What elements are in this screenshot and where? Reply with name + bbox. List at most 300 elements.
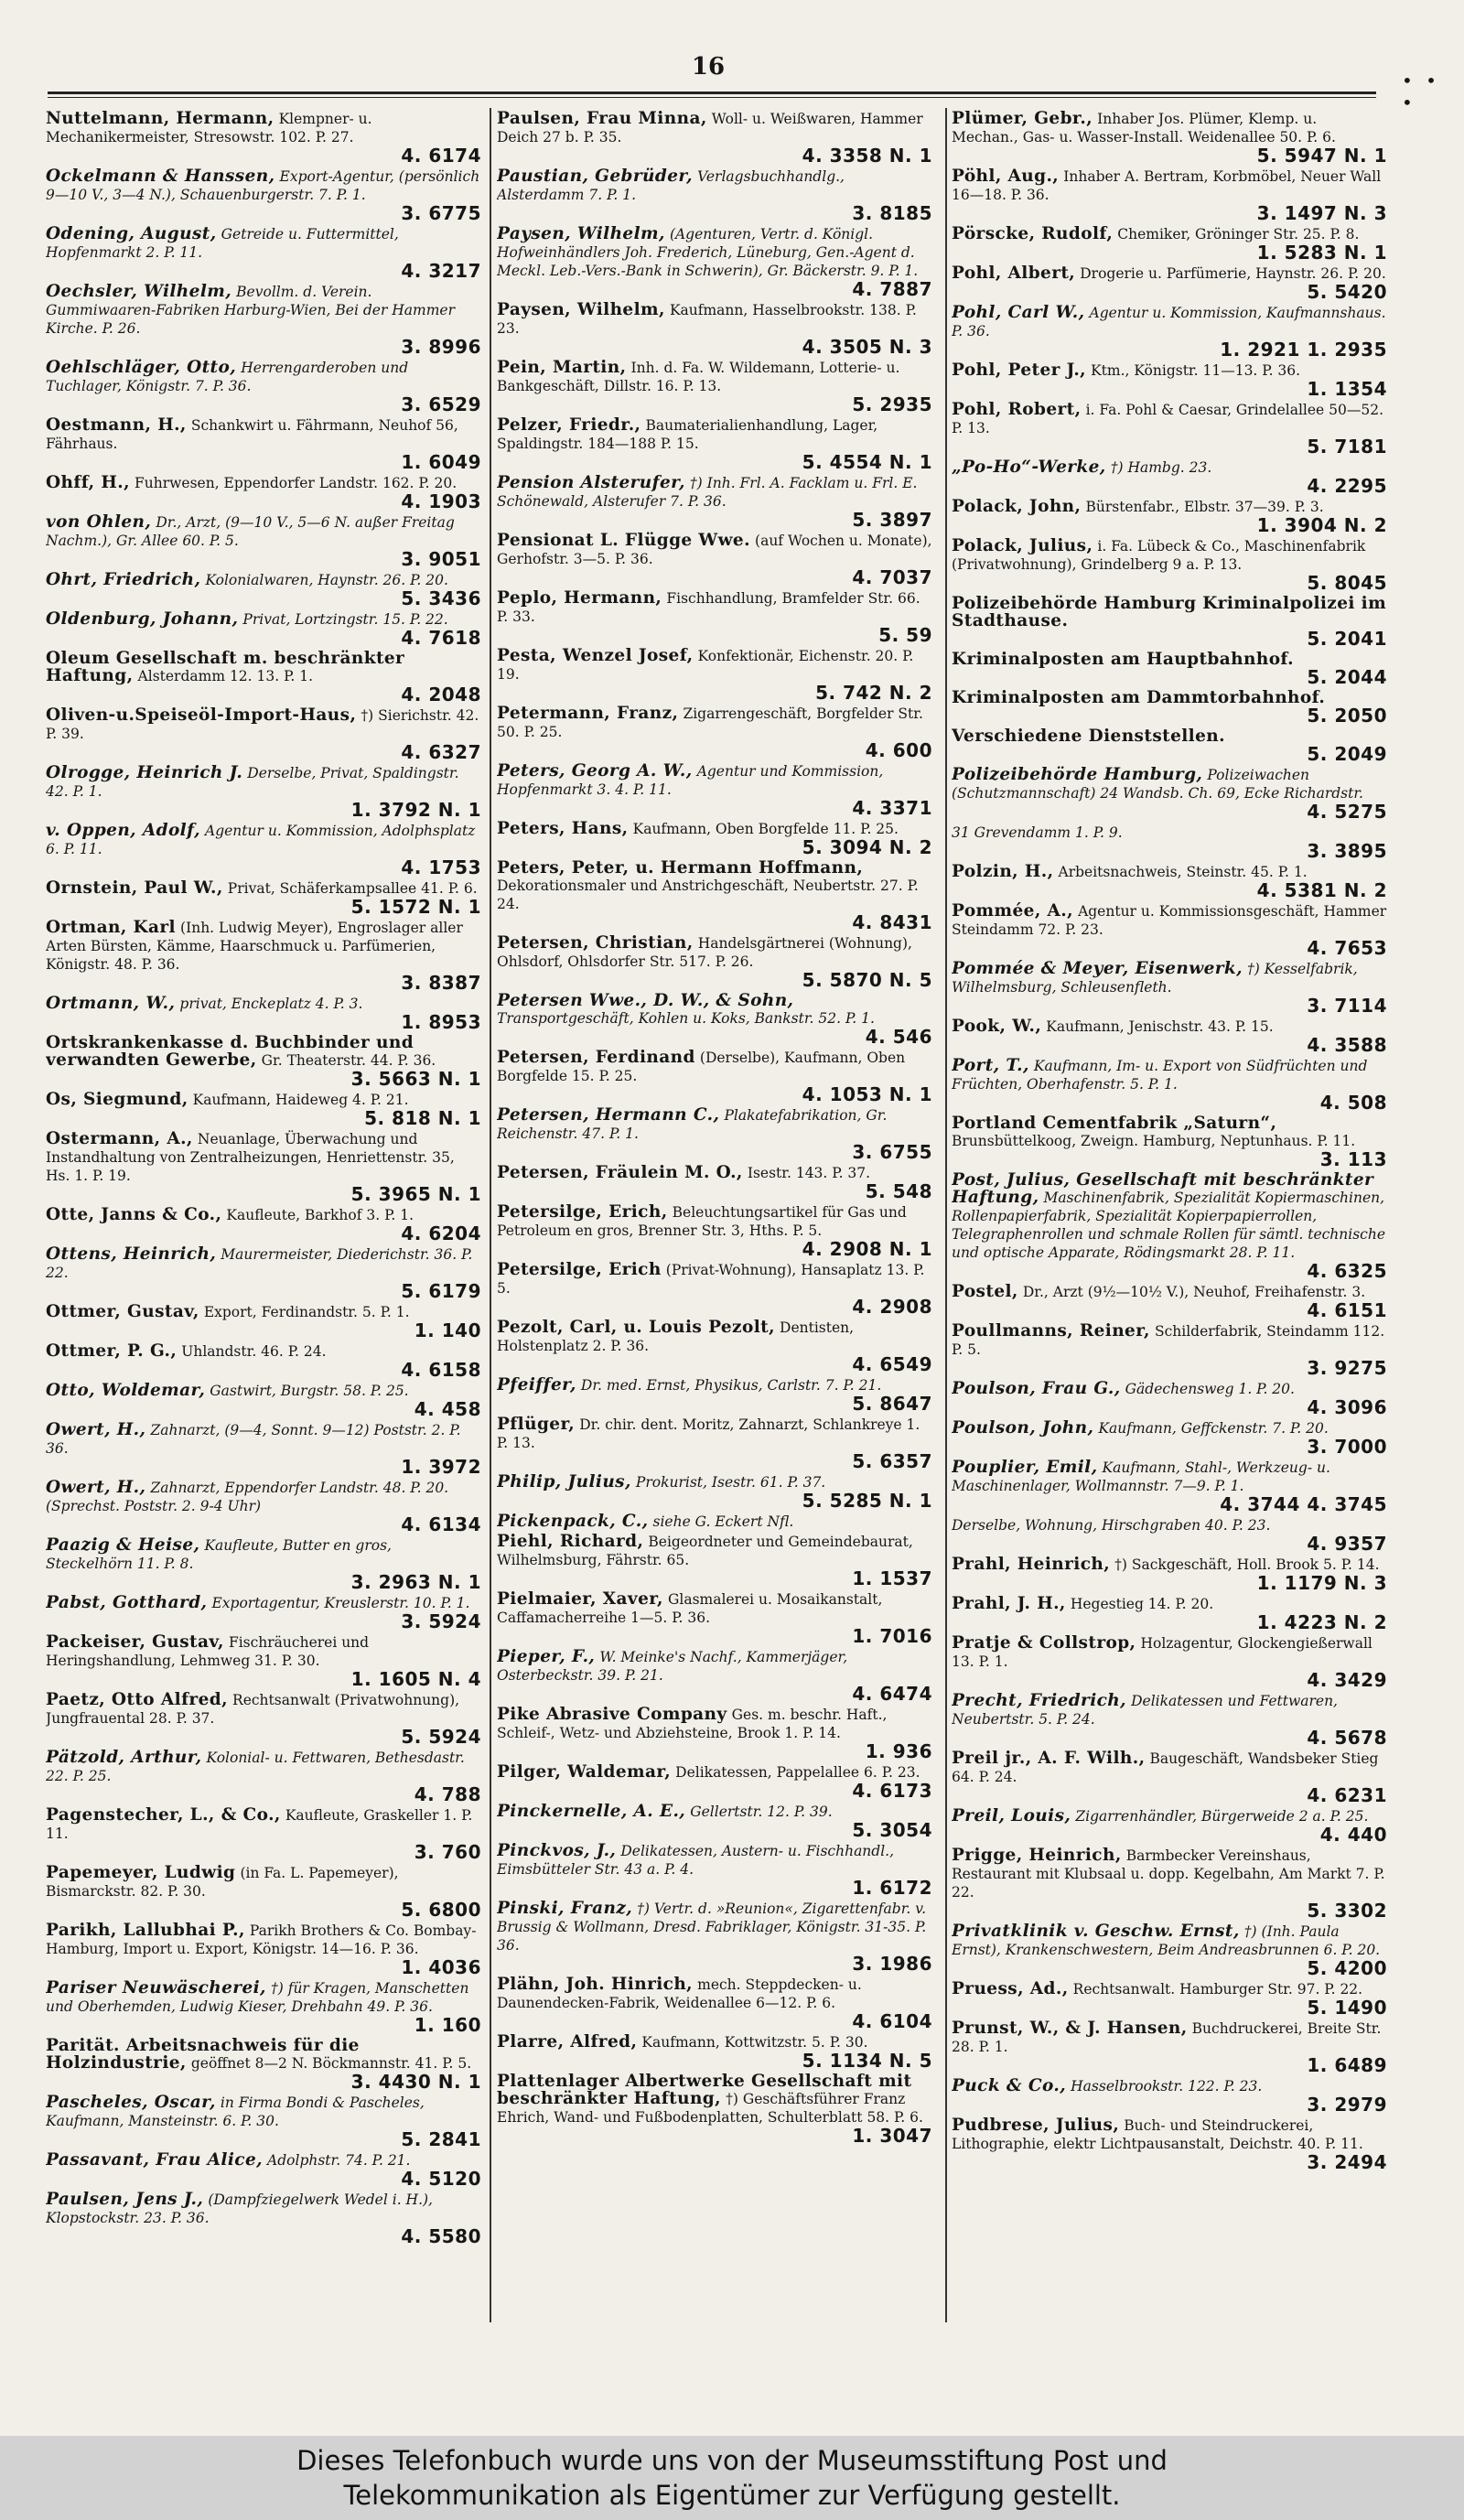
entry-detail: †) Sackgeschäft, Holl. Brook 5. P. 14.	[1114, 1556, 1380, 1573]
entry-phone-number: 1. 4036	[401, 1956, 481, 1978]
entry-name: Verschiedene Dienststellen.	[952, 727, 1225, 746]
entry-name: Petersen, Christian,	[497, 933, 694, 953]
entry-name: Paustian, Gebrüder,	[497, 167, 694, 186]
entry-phone-number: 4. 6151	[1307, 1299, 1387, 1321]
entry-phone-number: 4. 546	[865, 1026, 932, 1048]
entry-detail: Kaufmann, Oben Borgfelde 11. P. 25.	[632, 821, 899, 837]
entry-detail: Neuanlage, Überwachung und Instandhaltung von Zentralheizungen, Henriettenstr. 35, Hs. 1. P. 19.	[46, 1131, 455, 1184]
entry-phone-number: 4. 5275	[1307, 801, 1387, 823]
entry-name: Pickenpack, C.,	[497, 1512, 649, 1531]
directory-entry	[952, 1922, 1387, 1980]
entry-phone-number: 5. 3094 N. 2	[802, 836, 932, 858]
entry-name: von Ohlen,	[46, 512, 152, 532]
entry-detail: Baugeschäft, Wandsbeker Stieg 64. P. 24.	[952, 1750, 1379, 1785]
entry-name: Plümer, Gebr.,	[952, 110, 1093, 128]
entry-name: Pinski, Franz,	[497, 1899, 633, 1918]
directory-entry	[952, 1634, 1387, 1692]
directory-entry	[952, 727, 1387, 766]
entry-phone-number: 5. 1490	[1307, 1997, 1387, 2019]
entry-name: Postel,	[952, 1282, 1018, 1301]
entry-name: Prahl, J. H.,	[952, 1594, 1066, 1613]
entry-phone-number: 1. 6489	[1307, 2054, 1387, 2076]
entry-phone-number: 4. 6104	[852, 2010, 932, 2032]
entry-name: Nuttelmann, Hermann,	[46, 110, 274, 128]
entry-name: Passavant, Frau Alice,	[46, 2150, 263, 2170]
directory-entry	[497, 859, 932, 934]
entry-detail: i. Fa. Lübeck & Co., Maschinenfabrik (Privatwohnung), Grindelberg 9 a. P. 13.	[952, 538, 1366, 573]
entry-phone-number: 4. 600	[865, 739, 932, 761]
entry-name: Oliven-u.Speiseöl-Import-Haus,	[46, 705, 357, 725]
directory-entry	[46, 1130, 481, 1206]
entry-phone-number: 3. 2979	[1307, 2094, 1387, 2116]
entry-detail: Kaufmann, Jenischstr. 43. P. 15.	[1046, 1018, 1274, 1035]
entry-phone-number: 3. 2963 N. 1	[350, 1571, 481, 1593]
directory-entry	[952, 902, 1387, 960]
entry-detail: Derselbe, Privat, Spaldingstr. 42. P. 1.	[46, 765, 459, 800]
directory-entry	[46, 513, 481, 571]
entry-name: Pohl, Robert,	[952, 400, 1082, 419]
entry-detail: (Agenturen, Vertr. d. Königl. Hofweinhändlers Joh. Frederich, Lüneburg, Gen.-Agent d. Meckl. Leb.-Vers.-Bank in Schwerin), Gr. Bäckerstr. 9. P. 1.	[497, 226, 919, 279]
column-divider	[490, 108, 491, 2322]
entry-phone-number: 4. 3371	[852, 797, 932, 819]
directory-entry	[46, 1806, 481, 1864]
entry-phone-number: 5. 2044	[1307, 666, 1387, 688]
directory-column-1	[46, 110, 481, 2324]
entry-phone-number: 1. 140	[414, 1319, 481, 1341]
entry-detail: Kolonial- u. Fettwaren, Bethesdastr. 22. P. 25.	[46, 1750, 465, 1784]
entry-detail: Export, Ferdinandstr. 5. P. 1.	[203, 1304, 410, 1320]
entry-phone-number: 4. 3358 N. 1	[802, 145, 932, 167]
entry-phone-number: 4. 440	[1319, 1824, 1387, 1846]
entry-name: Pielmaier, Xaver,	[497, 1589, 663, 1609]
directory-entry	[46, 1922, 481, 1979]
entry-detail: Kaufmann, Kottwitzstr. 5. P. 30.	[641, 2034, 868, 2051]
entry-name: Pohl, Peter J.,	[952, 361, 1086, 380]
entry-name: Polzin, H.,	[952, 862, 1054, 881]
directory-entry	[497, 705, 932, 762]
entry-phone-number: 4. 6173	[852, 1780, 932, 1802]
entry-name: Pouplier, Emil,	[952, 1458, 1098, 1477]
entry-name: Packeiser, Gustav,	[46, 1632, 224, 1652]
directory-entry	[497, 2033, 932, 2073]
entry-detail: Inh. d. Fa. W. Wildemann, Lotterie- u. Bankgeschäft, Dillstr. 16. P. 13.	[497, 360, 900, 394]
directory-entry	[46, 1206, 481, 1245]
entry-phone-number: 5. 818 N. 1	[364, 1107, 481, 1129]
entry-detail: Glasmalerei u. Mosaikanstalt, Caffamacherreihe 1—5. P. 36.	[497, 1591, 883, 1626]
directory-entry	[497, 820, 932, 859]
entry-detail: Schankwirt u. Fährmann, Neuhof 56, Fährhaus.	[46, 417, 458, 452]
entry-name: Paazig & Heise,	[46, 1535, 200, 1555]
directory-entry	[952, 651, 1387, 689]
entry-detail: geöffnet 8—2 N. Böckmannstr. 41. P. 5.	[190, 2055, 472, 2072]
directory-entry	[952, 1807, 1387, 1847]
directory-entry	[46, 1536, 481, 1594]
entry-name: Ortskrankenkasse d. Buchbinder und verwandten Gewerbe,	[46, 1033, 414, 1070]
entry-detail: Dr., Arzt (9½—10½ V.), Neuhof, Freihafenstr. 3.	[1022, 1284, 1366, 1300]
directory-entry	[952, 1057, 1387, 1115]
entry-phone-number: 5. 548	[865, 1180, 932, 1202]
entry-phone-number: 3. 6529	[401, 393, 481, 415]
entry-detail: †) (Inh. Paula Ernst), Krankenschwestern, Beim Andreasbrunnen 6. P. 20.	[952, 1923, 1381, 1958]
directory-entry	[497, 1533, 932, 1590]
directory-entry	[46, 2191, 481, 2248]
directory-entry	[952, 1171, 1387, 1283]
entry-name: v. Oppen, Adolf,	[46, 821, 200, 840]
directory-entry	[46, 706, 481, 764]
directory-entry	[952, 689, 1387, 727]
entry-detail: Ges. m. beschr. Haft., Schleif-, Wetz- und Abziehsteine, Brook 1. P. 14.	[497, 1707, 888, 1741]
entry-phone-number: 3. 6755	[852, 1141, 932, 1163]
entry-name: Pascheles, Oscar,	[46, 2093, 216, 2112]
entry-name: Pook, W.,	[952, 1017, 1042, 1036]
entry-detail: Rechtsanwalt (Privatwohnung), Jungfrauental 28. P. 37.	[46, 1692, 460, 1727]
entry-detail: Ktm., Königstr. 11—13. P. 36.	[1091, 362, 1301, 379]
entry-detail: Handelsgärtnerei (Wohnung), Ohlsdorf, Ohlsdorfer Str. 517. P. 26.	[497, 935, 912, 970]
directory-entry	[497, 1976, 932, 2033]
entry-detail: mech. Steppdecken- u. Daunendecken-Fabrik, Weidenallee 6—12. P. 6.	[497, 1976, 862, 2011]
directory-entry	[497, 1106, 932, 1164]
entry-detail: Agentur u. Kommission, Kaufmannshaus. P. 36.	[952, 305, 1386, 339]
directory-entry	[46, 822, 481, 879]
entry-detail: Holzagentur, Glockengießerwall 13. P. 1.	[952, 1635, 1372, 1670]
entry-name: Prunst, W., & J. Hansen,	[952, 2019, 1188, 2038]
entry-phone-number: 5. 3897	[852, 509, 932, 531]
entry-detail: (auf Wochen u. Monate), Gerhofstr. 3—5. P. 36.	[497, 533, 932, 567]
entry-detail: Dr., Arzt, (9—10 V., 5—6 N. außer Freitag Nachm.), Gr. Allee 60. P. 5.	[46, 514, 455, 549]
entry-name: Petersen, Fräulein M. O.,	[497, 1163, 743, 1182]
entry-detail: Fischhandlung, Bramfelder Str. 66. P. 33.	[497, 590, 920, 625]
directory-entry	[497, 225, 932, 301]
entry-phone-number: 5. 2841	[401, 2128, 481, 2150]
directory-entry	[46, 225, 481, 283]
entry-detail: Exportagentur, Kreuslerstr. 10. P. 1.	[211, 1595, 470, 1611]
entry-phone-number: 4. 5381 N. 2	[1256, 879, 1387, 901]
directory-entry	[497, 647, 932, 705]
directory-entry	[497, 1513, 932, 1533]
directory-entry	[497, 1261, 932, 1319]
entry-name: Pieper, F.,	[497, 1647, 596, 1666]
entry-name: Plarre, Alfred,	[497, 2032, 638, 2052]
entry-detail: Klempner- u. Mechanikermeister, Stresowstr. 102. P. 27.	[46, 111, 372, 145]
entry-detail: Alsterdamm 12. 13. P. 1.	[137, 668, 314, 684]
directory-entry	[46, 1864, 481, 1922]
entry-phone-number: 4. 5678	[1307, 1727, 1387, 1749]
directory-entry	[46, 650, 481, 706]
entry-detail: Dentisten, Holstenplatz 2. P. 36.	[497, 1319, 855, 1354]
entry-name: Ortmann, W.,	[46, 994, 176, 1013]
entry-detail: †) Sierichstr. 42. P. 39.	[46, 707, 479, 742]
directory-entry	[46, 359, 481, 416]
entry-detail: Agentur u. Kommissionsgeschäft, Hammer Steindamm 72. P. 23.	[952, 903, 1387, 938]
entry-name: Polack, John,	[952, 497, 1082, 516]
entry-name: Precht, Friedrich,	[952, 1691, 1126, 1710]
entry-phone-number: 5. 5924	[401, 1726, 481, 1748]
entry-name: Pommée & Meyer, Eisenwerk,	[952, 959, 1243, 978]
entry-name: Pariser Neuwäscherei,	[46, 1978, 266, 1998]
entry-phone-number: 1. 5283 N. 1	[1256, 242, 1387, 264]
entry-detail: Beleuchtungsartikel für Gas und Petroleum en gros, Brenner Str. 3, Hths. P. 5.	[497, 1204, 907, 1239]
directory-entry	[952, 1516, 1387, 1556]
entry-name: Oechsler, Wilhelm,	[46, 282, 232, 301]
entry-name: Plähn, Joh. Hinrich,	[497, 1975, 694, 1994]
entry-phone-number: 3. 5924	[401, 1610, 481, 1632]
entry-detail: Hegestieg 14. P. 20.	[1070, 1596, 1214, 1612]
directory-entry	[497, 1416, 932, 1473]
entry-name: Paulsen, Jens J.,	[46, 2190, 204, 2209]
entry-name: Olrogge, Heinrich J.	[46, 763, 243, 782]
directory-entry	[46, 1382, 481, 1421]
directory-entry	[497, 532, 932, 589]
entry-name: Polack, Julius,	[952, 536, 1093, 555]
entry-detail: Polizeiwachen (Schutzmannschaft) 24 Wandsb. Ch. 69, Ecke Richardstr.	[952, 767, 1363, 802]
directory-entry	[952, 1847, 1387, 1922]
entry-name: Petermann, Franz,	[497, 704, 679, 723]
directory-entry	[497, 474, 932, 532]
entry-phone-number: 4. 788	[414, 1783, 481, 1805]
entry-detail: Dr. chir. dent. Moritz, Zahnarzt, Schlankreye 1. P. 13.	[497, 1416, 920, 1451]
entry-phone-number: 5. 3054	[852, 1819, 932, 1841]
entry-detail: Inhaber Jos. Plümer, Klemp. u. Mechan., Gas- u. Wasser-Install. Weidenallee 50. P. 6.	[952, 111, 1336, 145]
directory-entry	[46, 283, 481, 359]
entry-name: Otte, Janns & Co.,	[46, 1205, 222, 1224]
header-rule-thin	[48, 97, 1376, 98]
entry-name: Privatklinik v. Geschw. Ernst,	[952, 1922, 1240, 1941]
entry-name: Preil, Louis,	[952, 1806, 1071, 1825]
entry-phone-number: 5. 1572 N. 1	[350, 896, 481, 918]
entry-phone-number: 4. 6474	[852, 1683, 932, 1705]
entry-name: Portland Cementfabrik „Saturn“,	[952, 1114, 1277, 1133]
entry-name: Otto, Woldemar,	[46, 1381, 206, 1400]
entry-phone-number: 4. 5120	[401, 2168, 481, 2190]
entry-phone-number: 5. 6800	[401, 1899, 481, 1921]
directory-entry	[952, 225, 1387, 264]
entry-phone-number: 5. 2049	[1307, 743, 1387, 765]
directory-entry	[46, 416, 481, 474]
entry-name: Paysen, Wilhelm,	[497, 300, 665, 319]
entry-name: Pension Alsterufer,	[497, 473, 685, 492]
entry-detail: Kolonialwaren, Haynstr. 26. P. 20.	[205, 572, 448, 588]
entry-phone-number: 4. 6231	[1307, 1784, 1387, 1806]
entry-detail: Maurermeister, Diederichstr. 36. P. 22.	[46, 1246, 473, 1281]
entry-phone-number: 4. 6327	[401, 741, 481, 763]
entry-name: Post, Julius, Gesellschaft mit beschränkter Haftung,	[952, 1170, 1374, 1207]
entry-name: Peters, Hans,	[497, 819, 629, 838]
entry-name: Pratje & Collstrop,	[952, 1633, 1136, 1653]
directory-entry	[952, 361, 1387, 401]
directory-entry	[46, 1594, 481, 1633]
directory-entry	[46, 1342, 481, 1382]
entry-phone-number: 4. 3096	[1307, 1396, 1387, 1418]
entry-phone-number: 3. 9275	[1307, 1357, 1387, 1379]
directory-entry	[952, 863, 1387, 902]
entry-name: Pein, Martin,	[497, 358, 627, 377]
entry-phone-number: 4. 3505 N. 3	[802, 336, 932, 358]
entry-detail: Parikh Brothers & Co. Bombay-Hamburg, Import u. Export, Königstr. 14—16. P. 36.	[46, 1922, 477, 1957]
entry-detail: Zahnarzt, (9—4, Sonnt. 9—12) Poststr. 2. P. 36.	[46, 1422, 461, 1457]
directory-entry	[497, 1590, 932, 1648]
entry-phone-number: 1. 1537	[852, 1567, 932, 1589]
entry-name: Petersen, Ferdinand	[497, 1048, 695, 1067]
entry-phone-number: 1. 7016	[852, 1625, 932, 1647]
entry-detail: †) Vertr. d. »Reunion«, Zigarettenfabr. v. Brussig & Wollmann, Dresd. Fabriklager, Königstr. 31-35. P. 36.	[497, 1901, 927, 1954]
directory-entry	[952, 1595, 1387, 1634]
entry-phone-number: 5. 2041	[1307, 628, 1387, 650]
entry-detail: Kaufmann, Stahl-, Werkzeug- u. Maschinenlager, Wollmannstr. 7—9. P. 1.	[952, 1459, 1330, 1494]
entry-detail: Brunsbüttelkoog, Zweign. Hamburg, Neptunhaus. P. 11.	[952, 1133, 1356, 1149]
footer-line-1: Dieses Telefonbuch wurde uns von der Museumsstiftung Post und	[296, 2445, 1168, 2476]
entry-detail: Bürstenfabr., Elbstr. 37—39. P. 3.	[1085, 499, 1324, 515]
entry-detail: Delikatessen und Fettwaren, Neubertstr. 5. P. 24.	[952, 1693, 1338, 1728]
entry-phone-number: 3. 8185	[852, 202, 932, 224]
entry-detail: Hasselbrookstr. 122. P. 23.	[1071, 2078, 1263, 2095]
entry-name: Owert, H.,	[46, 1478, 146, 1497]
entry-detail: Konfektionär, Eichenstr. 20. P. 19.	[497, 648, 914, 683]
entry-name: Pabst, Gotthard,	[46, 1593, 208, 1612]
entry-name: Paetz, Otto Alfred,	[46, 1690, 228, 1709]
entry-name: Petersen Wwe., D. W., & Sohn,	[497, 991, 794, 1010]
entry-phone-number: 4. 6174	[401, 145, 481, 167]
entry-name: Pilger, Waldemar,	[497, 1762, 672, 1782]
entry-name: Peters, Georg A. W.,	[497, 761, 693, 781]
entry-phone-number: 3. 9051	[401, 548, 481, 570]
entry-detail: †) Inh. Frl. A. Facklam u. Frl. E. Schönewald, Alsterufer 7. P. 36.	[497, 475, 918, 510]
entry-phone-number: 1. 4223 N. 2	[1256, 1611, 1387, 1633]
entry-detail: †) für Kragen, Manschetten und Oberhemden, Ludwig Kieser, Drehbahn 49. P. 36.	[46, 1980, 469, 2015]
entry-name: Kriminalposten am Dammtorbahnhof.	[952, 688, 1326, 707]
entry-detail: (Privat-Wohnung), Hansaplatz 13. P. 5.	[497, 1262, 925, 1297]
entry-phone-number: 3. 1986	[852, 1953, 932, 1975]
directory-entry	[952, 304, 1387, 361]
entry-phone-number: 5. 8045	[1307, 572, 1387, 594]
entry-phone-number: 4. 6134	[401, 1513, 481, 1535]
directory-entry	[952, 595, 1387, 651]
directory-entry	[952, 458, 1387, 498]
entry-phone-number: 1. 6172	[852, 1877, 932, 1899]
entry-detail: Barmbecker Vereinshaus, Restaurant mit Klubsaal u. dopp. Kegelbahn, Am Markt 7. P. 22.	[952, 1847, 1385, 1901]
entry-name: Preil jr., A. F. Wilh.,	[952, 1749, 1146, 1768]
entry-phone-number: 5. 3965 N. 1	[350, 1183, 481, 1205]
directory-entry	[497, 762, 932, 820]
entry-name: Pommée, A.,	[952, 901, 1073, 921]
entry-phone-number: 4. 2908	[852, 1296, 932, 1318]
entry-detail: Baumaterialienhandlung, Lager, Spaldingstr. 184—188 P. 15.	[497, 417, 878, 452]
directory-entry	[952, 2019, 1387, 2077]
entry-phone-number: 4. 2908 N. 1	[802, 1238, 932, 1260]
entry-phone-number: 5. 4200	[1307, 1957, 1387, 1979]
directory-entry	[497, 1473, 932, 1513]
entry-phone-number: 5. 8647	[852, 1393, 932, 1415]
entry-detail: Gastwirt, Burgstr. 58. P. 25.	[210, 1383, 409, 1399]
entry-phone-number: 4. 3744 4. 3745	[1220, 1493, 1387, 1515]
entry-phone-number: 1. 1179 N. 3	[1256, 1572, 1387, 1594]
entry-detail: Kaufleute, Graskeller 1. P. 11.	[46, 1807, 473, 1842]
entry-phone-number: 4. 3429	[1307, 1669, 1387, 1691]
entry-name: Pohl, Carl W.,	[952, 303, 1085, 322]
entry-phone-number: 3. 6775	[401, 202, 481, 224]
entry-phone-number: 4. 6325	[1307, 1260, 1387, 1282]
directory-entry	[497, 1842, 932, 1900]
directory-entry	[952, 1750, 1387, 1807]
entry-phone-number: 3. 7114	[1307, 995, 1387, 1017]
entry-name: Ornstein, Paul W.,	[46, 878, 223, 898]
directory-entry	[46, 110, 481, 167]
entry-phone-number: 4. 508	[1319, 1092, 1387, 1114]
directory-entry	[497, 1203, 932, 1261]
entry-phone-number: 4. 7037	[852, 566, 932, 588]
entry-phone-number: 4. 7653	[1307, 937, 1387, 959]
entry-detail: W. Meinke's Nachf., Kammerjäger, Osterbeckstr. 39. P. 21.	[497, 1649, 848, 1684]
entry-name: Pinckernelle, A. E.,	[497, 1802, 686, 1821]
entry-name: Piehl, Richard,	[497, 1532, 644, 1551]
directory-entry	[497, 359, 932, 416]
footer-notice	[0, 2436, 1464, 2520]
directory-entry	[497, 1803, 932, 1842]
directory-entry	[46, 474, 481, 513]
entry-name: Ohff, H.,	[46, 473, 130, 492]
entry-phone-number: 4. 7618	[401, 627, 481, 649]
entry-detail: Privat, Lortzingstr. 15. P. 22.	[242, 611, 448, 628]
entry-name: Papemeyer, Ludwig	[46, 1863, 236, 1882]
entry-name: Parität. Arbeitsnachweis für die Holzindustrie,	[46, 2036, 360, 2073]
entry-detail: i. Fa. Pohl & Caesar, Grindelallee 50—52. P. 13.	[952, 402, 1384, 436]
entry-detail: Arbeitsnachweis, Steinstr. 45. P. 1.	[1058, 864, 1308, 880]
entry-phone-number: 4. 1053 N. 1	[802, 1083, 932, 1105]
entry-phone-number: 1. 8953	[401, 1011, 481, 1033]
entry-detail: Getreide u. Futtermittel, Hopfenmarkt 2. P. 11.	[46, 226, 399, 261]
entry-detail: Gädechensweg 1. P. 20.	[1125, 1381, 1295, 1397]
entry-phone-number: 5. 6179	[401, 1280, 481, 1302]
entry-name: Pohl, Albert,	[952, 264, 1076, 283]
directory-entry	[497, 1164, 932, 1203]
directory-entry	[952, 401, 1387, 458]
directory-entry	[46, 1303, 481, 1342]
entry-phone-number: 3. 3895	[1307, 840, 1387, 862]
entry-detail: †) Kesselfabrik, Wilhelmsburg, Schleusenfleth.	[952, 961, 1358, 996]
directory-entry	[497, 1648, 932, 1706]
entry-name: Peters, Peter, u. Hermann Hoffmann,	[497, 858, 864, 878]
entry-name: Prigge, Heinrich,	[952, 1846, 1122, 1865]
entry-phone-number: 5. 5870 N. 5	[802, 969, 932, 991]
entry-detail: Rechtsanwalt. Hamburger Str. 97. P. 22.	[1072, 1981, 1363, 1998]
entry-phone-number: 1. 936	[865, 1740, 932, 1762]
entry-detail: Transportgeschäft, Kohlen u. Koks, Bankstr. 52. P. 1.	[497, 1010, 875, 1027]
entry-detail: Beigeordneter und Gemeindebaurat, Wilhelmsburg, Fährstr. 65.	[497, 1534, 913, 1568]
entry-detail: Herrengarderoben und Tuchlager, Königstr. 7. P. 36.	[46, 360, 409, 394]
directory-entry	[497, 992, 932, 1049]
directory-entry	[952, 2116, 1387, 2174]
entry-phone-number: 4. 2295	[1307, 475, 1387, 497]
entry-name: Ohrt, Friedrich,	[46, 570, 201, 589]
directory-entry	[497, 110, 932, 167]
entry-name: Pezolt, Carl, u. Louis Pezolt,	[497, 1318, 775, 1337]
entry-name: Pörscke, Rudolf,	[952, 224, 1114, 243]
directory-entry	[46, 1749, 481, 1806]
entry-detail: Export-Agentur, (persönlich 9—10 V., 3—4 N.), Schauenburgerstr. 7. P. 1.	[46, 168, 480, 203]
entry-phone-number: 3. 8387	[401, 972, 481, 994]
entry-phone-number: 1. 6049	[401, 451, 481, 473]
entry-phone-number: 5. 6357	[852, 1450, 932, 1472]
entry-name: Ottmer, P. G.,	[46, 1341, 178, 1361]
footer-line-2: Telekommunikation als Eigentümer zur Verfügung gestellt.	[343, 2480, 1121, 2511]
entry-name: Puck & Co.,	[952, 2076, 1067, 2095]
entry-phone-number: 5. 5420	[1307, 281, 1387, 303]
entry-name: Port, T.,	[952, 1056, 1029, 1075]
entry-phone-number: 5. 2050	[1307, 705, 1387, 727]
entry-detail: Zigarrenhändler, Bürgerweide 2 a. P. 25.	[1075, 1808, 1369, 1825]
entry-detail: Maschinenfabrik, Spezialität Kopiermaschinen, Rollenpapierfabrik, Spezialität Kopierpapierrollen, Telegraphenrollen und schmale Rollen für sämtl. technische und optische Apparate, Rödingsmarkt 28. P. 11.	[952, 1190, 1386, 1261]
entry-name: Oehlschläger, Otto,	[46, 358, 237, 377]
entry-phone-number: 4. 7887	[852, 278, 932, 300]
